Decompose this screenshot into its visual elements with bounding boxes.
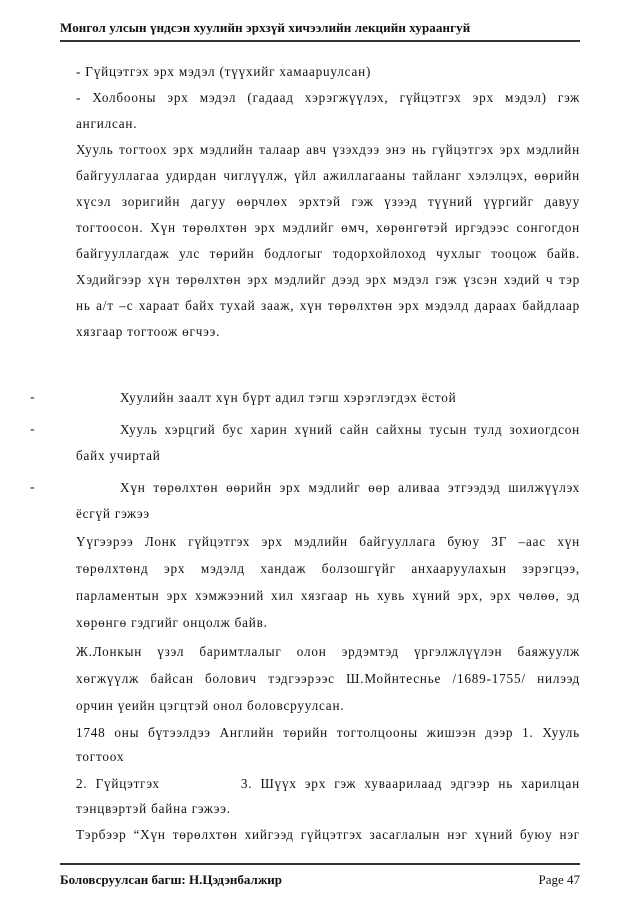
text-line: 1748 оны бүтээлдээ Английн төрийн тогтолцооны жишээн дээр 1. Хууль [76,725,580,740]
margin-dash: - [30,390,35,405]
text-line: - Холбооны эрх мэдэл (гадаад хэрэгжүүлэх, гүйцэтгэх эрх мэдэл) гэж [76,90,580,105]
text-line: хөрөнгө гэдгийг онцолж байв. [76,615,268,630]
page-header-title: Монгол улсын үндсэн хуулийн эрхзүй хичээлийн лекцийн хураангуй [60,20,471,35]
text-line: ангилсан. [76,116,138,131]
text-line: Үүгээрээ Лонк гүйцэтгэх эрх мэдлийн байгууллага буюу ЗГ –аас хүн [76,534,580,549]
text-line: Хүн төрөлхтөн өөрийн эрх мэдлийг өөр аливаа этгээдэд шилжүүлэх [120,480,580,495]
text-line: хөгжүүлж байсан болович тэдгээрээс Ш.Мойнтеснье /1689-1755/ нилээд [76,671,580,686]
text-line: нь а/т –с хараат байх тухай зааж, хүн төрөлхтөн эрх мэдэлд дараах байдлаар [76,298,580,313]
footer-divider [60,863,580,865]
page-footer [60,872,580,890]
margin-dash: - [30,422,35,437]
text-line: хүсэл зоригийн дагуу өөрчлөх эрхтэй гэж үзээд түүний үүргийг давуу [76,194,580,209]
text-line: Ж.Лонкын үзэл баримтлалыг олон эрдэмтэд үргэлжлүүлэн баяжуулж [76,644,580,659]
text-line: - Гүйцэтгэх эрх мэдэл (түүхийг хамаарuулсан) [76,64,372,79]
text-line: төрөлхтөнд эрх мэдэлд хандаж болзошгүйг анхааруулахын зэрэгцээ, [76,561,580,576]
text-line: орчин үеийн цэгцтэй онол боловсруулсан. [76,698,345,713]
text-line: хязгаар тогтоож өгчээ. [76,324,221,339]
text-line: байх учиртай [76,448,161,463]
margin-dash: - [30,480,35,495]
text-line: парламентын эрх хэмжээний хил хязгаар нь хувь хүний эрх, эрх чөлөө, эд [76,588,580,603]
text-line: Хууль тогтоох эрх мэдлийн талаар авч үзэхдээ энэ нь гүйцэтгэх эрх мэдлийн [76,142,580,157]
footer-author: Боловсруулсан багш: Н.Цэдэнбалжир [60,872,282,887]
text-line: тогтоох [76,749,125,764]
text-line: тогтоосон. Хүн төрөлхтөн эрх мэдлийг өмч, хөрөнгөтэй иргэдээс сонгогдон [76,220,580,235]
page-number: Page 47 [538,872,580,887]
text-line: 2. Гүйцэтгэх 3. Шүүх эрх гэж хуваарилаад эдгээр нь харилцан [76,776,580,791]
text-line: Хэдийгээр хүн төрөлхтөн эрх мэдлийг дээд эрх мэдэл гэж үзсэн хэдий ч тэр [76,272,580,287]
text-line: байгууллагаа удирдан чиглүүлж, үйл ажиллагааны тайланг хэлэлцэх, өөрийн [76,168,580,183]
text-line: Хууль хэрцгий бус харин хүний сайн сайхны тусын тулд зохиогдсон [120,422,580,437]
text-line: ёсгүй гэжээ [76,506,150,521]
text-line: байгууллагдаж улс төрийн бодлогыг тодорхойлоход чухлыг тооцож байв. [76,246,580,261]
text-line: Хуулийн заалт хүн бүрт адил тэгш хэрэглэгдэх ёстой [120,390,457,405]
text-line: Тэрбээр “Хүн төрөлхтөн хийгээд гүйцэтгэх засаглалын нэг хүний буюу нэг [76,827,580,842]
text-line: тэнцвэртэй байна гэжээ. [76,801,231,816]
